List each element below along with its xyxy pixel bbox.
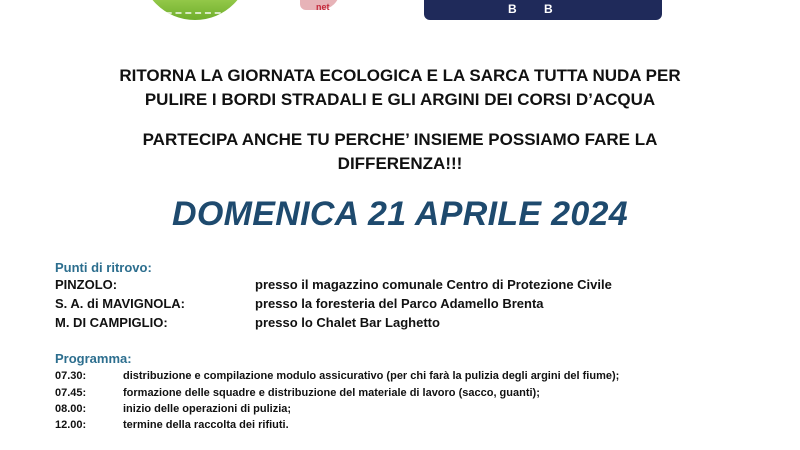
program-description: inizio delle operazioni di pulizia; <box>123 403 292 415</box>
program-description: distribuzione e compilazione modulo assicurativo (per chi farà la pulizia degli argini del fiume); <box>123 370 620 382</box>
program-row <box>55 387 775 403</box>
program-description: formazione delle squadre e distribuzione del materiale di lavoro (sacco, guanti); <box>123 387 540 399</box>
headline-line: DIFFERENZA!!! <box>337 154 463 173</box>
meeting-point-location: presso la foresteria del Parco Adamello Brenta <box>255 296 544 311</box>
meeting-point-location: presso il magazzino comunale Centro di Protezione Civile <box>255 277 612 292</box>
program-row <box>55 403 775 419</box>
program-time: 08.00: <box>55 403 87 415</box>
program-title: Programma: <box>55 351 132 366</box>
meeting-point-place: M. DI CAMPIGLIO: <box>55 315 168 330</box>
leaf-logo <box>140 0 250 20</box>
meeting-point-location: presso lo Chalet Bar Laghetto <box>255 315 440 330</box>
meeting-point-row <box>55 277 775 295</box>
program-time: 07.30: <box>55 370 87 382</box>
program-time: 07.45: <box>55 387 87 399</box>
meeting-point-place: PINZOLO: <box>55 277 118 292</box>
program-row <box>55 419 775 435</box>
partner-logo-red-text: net <box>316 2 330 12</box>
meeting-points-title: Punti di ritrovo: <box>55 260 152 275</box>
meeting-point-row <box>55 296 775 314</box>
program-row <box>55 370 775 386</box>
meeting-point-place: S. A. di MAVIGNOLA: <box>55 296 185 311</box>
partner-logo-blue <box>424 0 662 20</box>
event-date: DOMENICA 21 APRILE 2024 <box>172 195 628 233</box>
headline-announcement <box>0 64 800 112</box>
partner-logo-blue-mark: B <box>508 2 517 16</box>
headline-line: RITORNA LA GIORNATA ECOLOGICA E LA SARCA TUTTA NUDA PER <box>119 66 681 85</box>
headline-call-to-action <box>0 128 800 176</box>
program-time: 12.00: <box>55 419 87 431</box>
partner-logo-blue-mark: B <box>544 2 553 16</box>
program-description: termine della raccolta dei rifiuti. <box>123 419 289 431</box>
headline-line: PARTECIPA ANCHE TU PERCHE’ INSIEME POSSIAMO FARE LA <box>142 130 658 149</box>
headline-line: PULIRE I BORDI STRADALI E GLI ARGINI DEI CORSI D’ACQUA <box>144 90 656 109</box>
meeting-point-row <box>55 315 775 333</box>
partner-logo-red <box>300 0 342 18</box>
